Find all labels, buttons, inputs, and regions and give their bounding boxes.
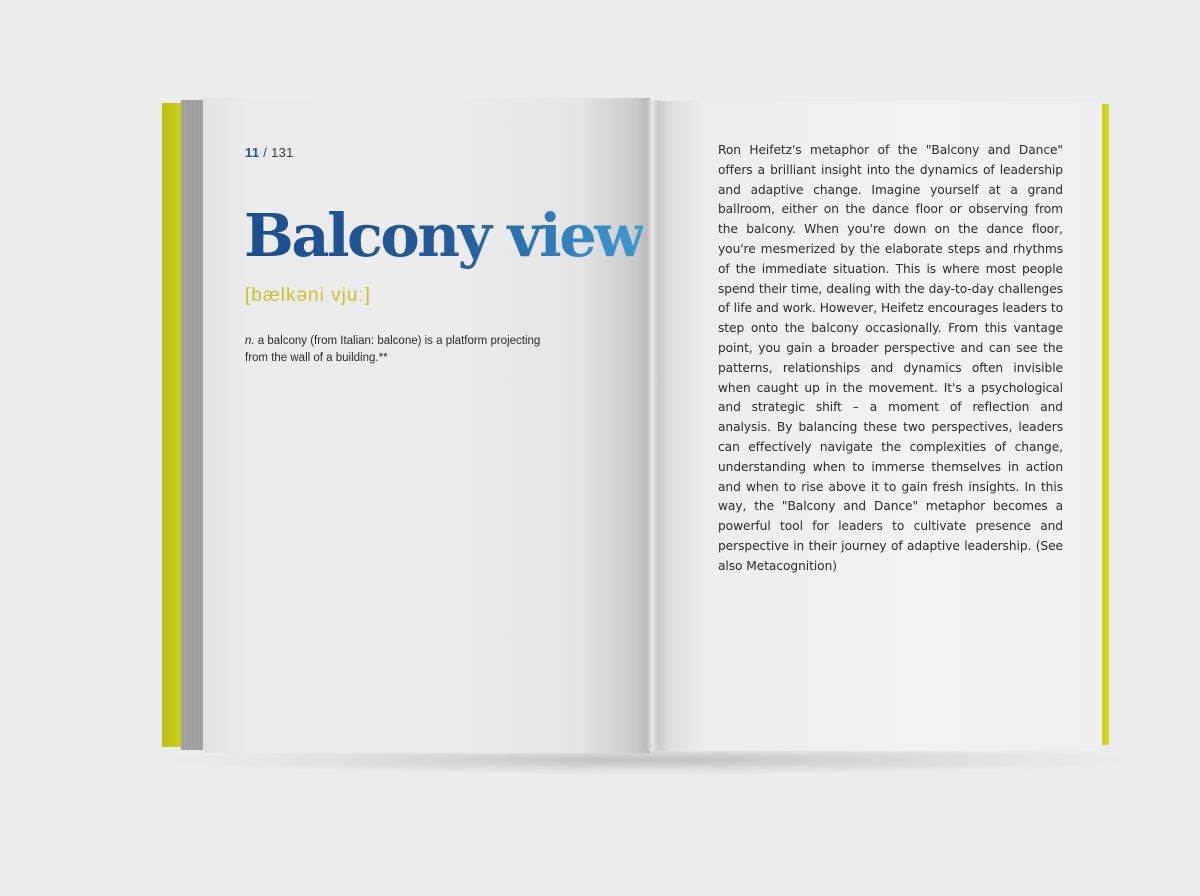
definition-part-of-speech: n. bbox=[245, 335, 255, 347]
page-block-edge bbox=[181, 100, 205, 750]
entry-phonetic: [bælkəni vjuː] bbox=[245, 285, 371, 306]
entry-definition bbox=[245, 333, 565, 367]
entry-title: Balcony view bbox=[244, 196, 643, 276]
book-gutter bbox=[647, 100, 659, 751]
current-page-number: 11 bbox=[245, 145, 260, 160]
right-page-body-text: Ron Heifetz's metaphor of the "Balcony and Dance" offers a brilliant insight into the dynamics of leadership and adaptive change. Imagine yourself at a grand ballroom, either on the dance floor or observing from the balcony. When you're down on the dance floor, you're mesmerized by the elaborate steps and rhythms of the immediate situation. This is where most people spend their time, dealing with the day-to-day challenges of life and work. However, Heifetz encourages leaders to step onto the balcony occasionally. From this vantage point, you gain a broader perspective and can see the patterns, relationships and dynamics often invisible when caught up in the movement. It's a psychological and strategic shift – a moment of reflection and analysis. By balancing these two perspectives, leaders can effectively navigate the complexities of change, understanding when to immerse themselves in action and when to rise above it to gain fresh insights. In this way, the "Balcony and Dance" metaphor becomes a powerful tool for leaders to cultivate presence and perspective in their journey of adaptive leadership. (See also Metacognition) bbox=[718, 143, 1063, 573]
total-pages: / 131 bbox=[263, 145, 294, 160]
page-number bbox=[245, 145, 294, 160]
definition-text: a balcony (from Italian: balcone) is a platform projecting from the wall of a building.** bbox=[245, 335, 541, 364]
